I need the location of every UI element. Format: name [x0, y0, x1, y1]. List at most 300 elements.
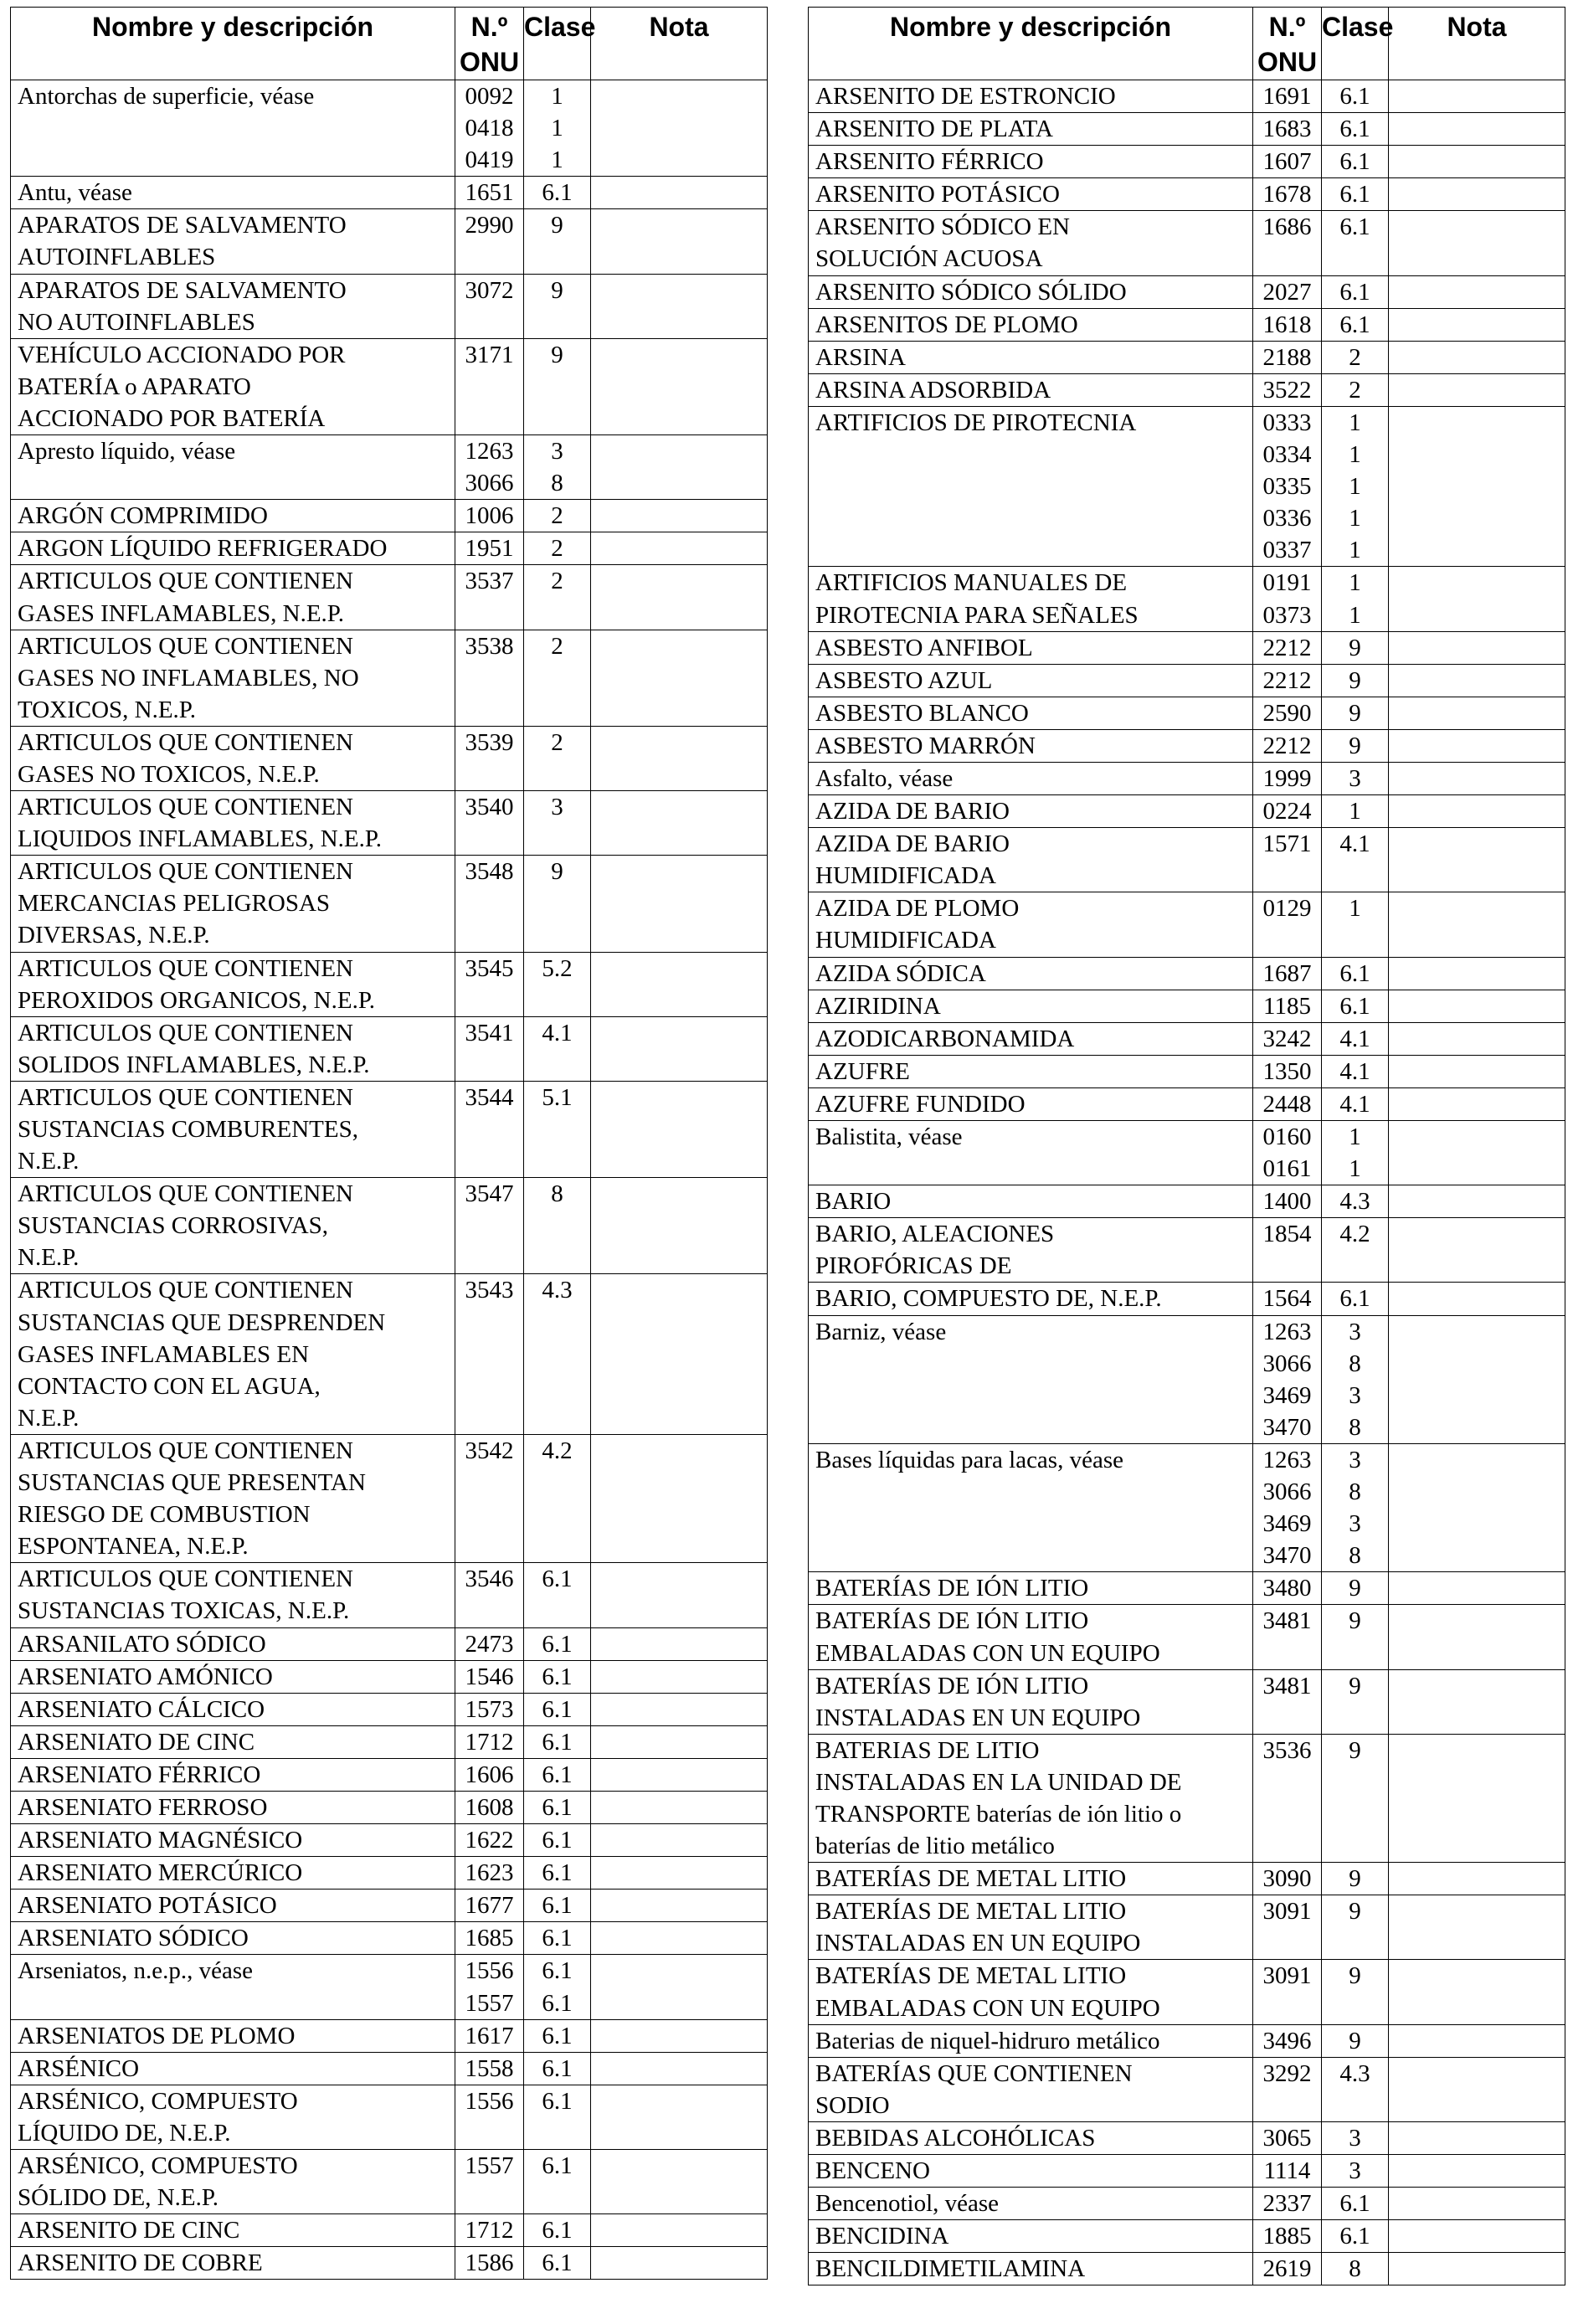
onu-number: 3522: [1262, 376, 1312, 404]
cell-clase: [524, 2247, 591, 2280]
cell-onu: [1253, 341, 1322, 373]
cell-clase: [524, 1824, 591, 1857]
onu-number: 0333: [1262, 409, 1312, 436]
cell-onu: [1253, 631, 1322, 664]
name-line: ARSENITOS DE PLOMO: [815, 311, 1078, 338]
clase-value: 9: [1349, 1865, 1361, 1893]
table-row: [11, 1081, 768, 1177]
name-line: ARSENIATO SÓDICO: [18, 1925, 249, 1952]
table-row: [809, 1315, 1565, 1443]
name-line: baterías de litio metálico: [815, 1833, 1055, 1860]
cell-name: [809, 957, 1253, 990]
header-name: Nombre y descripción: [11, 8, 455, 80]
name-line: HUMIDIFICADA: [815, 927, 996, 954]
cell-onu: [455, 435, 524, 500]
onu-number: 0337: [1262, 537, 1312, 564]
name-line: N.E.P.: [18, 1404, 80, 1432]
onu-number: 0161: [1262, 1155, 1312, 1183]
clase-value: 4.1: [1339, 830, 1370, 858]
cell-name: [11, 630, 455, 726]
name-line: ARGON LÍQUIDO REFRIGERADO: [18, 535, 388, 563]
header-nota: Nota: [591, 8, 768, 80]
cell-clase: [524, 2019, 591, 2052]
clase-value: 1: [1349, 505, 1361, 532]
cell-nota: [591, 1758, 768, 1791]
cell-name: [809, 990, 1253, 1022]
onu-number: 1556: [465, 1957, 514, 1985]
onu-number: 3546: [465, 1566, 514, 1593]
clase-value: 8: [551, 1180, 563, 1208]
cell-name: [809, 406, 1253, 566]
onu-number: 3543: [465, 1277, 514, 1304]
onu-number: 1677: [465, 1892, 514, 1920]
table-row: [11, 500, 768, 532]
name-line: APARATOS DE SALVAMENTO: [18, 212, 347, 239]
clase-value: 1: [1349, 409, 1361, 436]
clase-value: 6.1: [542, 2217, 573, 2244]
clase-value: 9: [1349, 732, 1361, 759]
cell-clase: [1322, 1055, 1389, 1087]
onu-number: 1606: [465, 1761, 514, 1788]
cell-name: [809, 1605, 1253, 1669]
clase-value: 8: [551, 470, 563, 497]
name-line: BATERÍAS DE METAL LITIO: [815, 1865, 1127, 1893]
clase-value: 6.1: [542, 1630, 573, 1658]
cell-nota: [591, 1016, 768, 1081]
header-name: Nombre y descripción: [809, 8, 1253, 80]
cell-name: [11, 80, 455, 177]
table-row: [11, 2247, 768, 2280]
onu-number: 1557: [465, 1989, 514, 2017]
clase-value: 4.2: [1339, 1221, 1370, 1248]
cell-nota: [1389, 2121, 1565, 2154]
onu-number: 3537: [465, 568, 514, 595]
cell-name: [809, 80, 1253, 113]
cell-onu: [455, 1857, 524, 1890]
cell-nota: [1389, 2024, 1565, 2057]
cell-name: [11, 2150, 455, 2214]
cell-nota: [591, 1922, 768, 1955]
name-line: GASES INFLAMABLES, N.E.P.: [18, 599, 344, 627]
cell-onu: [1253, 1315, 1322, 1443]
onu-number: 0336: [1262, 505, 1312, 532]
cell-nota: [591, 1434, 768, 1562]
name-line: HUMIDIFICADA: [815, 862, 996, 890]
cell-onu: [1253, 2253, 1322, 2285]
cell-nota: [591, 1563, 768, 1627]
onu-number: 1564: [1262, 1285, 1312, 1313]
cell-nota: [1389, 1443, 1565, 1571]
cell-clase: [1322, 1572, 1389, 1605]
cell-clase: [1322, 2188, 1389, 2220]
table-row: [809, 178, 1565, 211]
cell-name: [11, 177, 455, 209]
table-row: [809, 2057, 1565, 2121]
name-line: AZIDA DE BARIO: [815, 830, 1010, 858]
cell-nota: [1389, 2253, 1565, 2285]
cell-nota: [591, 435, 768, 500]
clase-value: 4.3: [542, 1277, 573, 1304]
name-line: ARTICULOS QUE CONTIENEN: [18, 1277, 354, 1304]
onu-number: 0335: [1262, 473, 1312, 501]
table-row: [11, 2052, 768, 2085]
name-line: EMBALADAS CON UN EQUIPO: [815, 1639, 1160, 1667]
onu-number: 1556: [465, 2087, 514, 2115]
cell-nota: [591, 630, 768, 726]
table-row: [809, 892, 1565, 957]
clase-value: 3: [1349, 764, 1361, 792]
clase-value: 6.1: [542, 1925, 573, 1952]
cell-onu: [455, 856, 524, 952]
cell-clase: [524, 1016, 591, 1081]
cell-nota: [591, 565, 768, 630]
cell-clase: [1322, 1734, 1389, 1862]
clase-value: 4.1: [542, 1019, 573, 1046]
cell-nota: [591, 2019, 768, 2052]
name-line: SOLUCIÓN ACUOSA: [815, 245, 1043, 273]
clase-value: 1: [1349, 441, 1361, 469]
cell-nota: [591, 274, 768, 338]
name-line: BARIO, COMPUESTO DE, N.E.P.: [815, 1285, 1162, 1313]
cell-name: [11, 1660, 455, 1693]
cell-name: [11, 1857, 455, 1890]
cell-onu: [455, 274, 524, 338]
clase-value: 6.1: [1339, 181, 1370, 208]
table-row: [809, 697, 1565, 729]
cell-clase: [1322, 2121, 1389, 2154]
clase-value: 6.1: [542, 1989, 573, 2017]
clase-value: 1: [1349, 537, 1361, 564]
clase-value: 9: [1349, 1607, 1361, 1635]
cell-onu: [455, 532, 524, 565]
cell-onu: [455, 1081, 524, 1177]
onu-number: 0419: [465, 147, 514, 174]
name-line: ARTICULOS QUE CONTIENEN: [18, 632, 354, 660]
cell-onu: [1253, 1283, 1322, 1315]
onu-number: 3470: [1262, 1413, 1312, 1441]
table-row: [11, 1922, 768, 1955]
onu-number: 1400: [1262, 1188, 1312, 1216]
name-line: ACCIONADO POR BATERÍA: [18, 404, 326, 432]
header-clase: Clase: [524, 8, 591, 80]
name-line: EMBALADAS CON UN EQUIPO: [815, 1994, 1160, 2022]
dangerous-goods-table-right: [808, 7, 1565, 2285]
cell-clase: [1322, 990, 1389, 1022]
cell-clase: [1322, 1218, 1389, 1283]
table-row: [809, 80, 1565, 113]
cell-nota: [591, 1274, 768, 1434]
cell-name: [11, 435, 455, 500]
name-line: Barniz, véase: [815, 1318, 947, 1345]
cell-onu: [455, 1955, 524, 2019]
cell-onu: [455, 565, 524, 630]
cell-name: [11, 1824, 455, 1857]
table-row: [11, 1758, 768, 1791]
cell-onu: [455, 177, 524, 209]
clase-value: 9: [1349, 1736, 1361, 1764]
clase-value: 9: [1349, 699, 1361, 727]
name-line: N.E.P.: [18, 1244, 80, 1272]
cell-onu: [1253, 990, 1322, 1022]
cell-onu: [1253, 2220, 1322, 2253]
table-row: [11, 1725, 768, 1758]
cell-clase: [524, 1627, 591, 1660]
name-line: ARSENITO SÓDICO SÓLIDO: [815, 278, 1127, 306]
clase-value: 8: [1349, 1350, 1361, 1377]
clase-value: 9: [1349, 1672, 1361, 1699]
clase-value: 1: [1349, 1155, 1361, 1183]
cell-clase: [524, 500, 591, 532]
onu-number: 3481: [1262, 1672, 1312, 1699]
cell-onu: [455, 1758, 524, 1791]
cell-name: [809, 1863, 1253, 1895]
name-line: GASES NO TOXICOS, N.E.P.: [18, 760, 320, 788]
cell-name: [11, 726, 455, 790]
cell-nota: [1389, 1283, 1565, 1315]
cell-clase: [524, 177, 591, 209]
table-row: [11, 1857, 768, 1890]
cell-clase: [1322, 2024, 1389, 2057]
clase-value: 6.1: [1339, 1285, 1370, 1313]
onu-number: 2590: [1262, 699, 1312, 727]
name-line: Apresto líquido, véase: [18, 438, 236, 465]
cell-onu: [455, 2214, 524, 2247]
cell-nota: [1389, 1022, 1565, 1055]
cell-onu: [455, 1016, 524, 1081]
cell-clase: [1322, 1895, 1389, 1960]
table-row: [809, 664, 1565, 697]
onu-number: 3541: [465, 1019, 514, 1046]
table-row: [11, 1563, 768, 1627]
cell-onu: [455, 500, 524, 532]
cell-name: [809, 1022, 1253, 1055]
table-row: [809, 729, 1565, 762]
name-line: ARSENIATO POTÁSICO: [18, 1892, 277, 1920]
clase-value: 6.1: [1339, 278, 1370, 306]
onu-number: 1608: [465, 1793, 514, 1821]
name-line: ARSENIATO DE CINC: [18, 1728, 255, 1756]
name-line: ARSENITO POTÁSICO: [815, 181, 1060, 208]
onu-number: 1263: [1262, 1446, 1312, 1473]
cell-clase: [1322, 762, 1389, 794]
cell-nota: [1389, 1218, 1565, 1283]
table-row: [11, 1178, 768, 1274]
cell-name: [11, 952, 455, 1016]
cell-name: [11, 274, 455, 338]
clase-value: 6.1: [1339, 2190, 1370, 2218]
cell-nota: [591, 1627, 768, 1660]
cell-clase: [524, 1563, 591, 1627]
cell-onu: [1253, 729, 1322, 762]
onu-number: 0334: [1262, 441, 1312, 469]
onu-number: 1557: [465, 2152, 514, 2179]
cell-onu: [1253, 275, 1322, 308]
clase-value: 2: [551, 728, 563, 756]
table-row: [11, 2019, 768, 2052]
name-line: INSTALADAS EN LA UNIDAD DE: [815, 1768, 1182, 1796]
onu-number: 1683: [1262, 116, 1312, 143]
cell-clase: [1322, 113, 1389, 146]
cell-name: [809, 1960, 1253, 2024]
onu-number: 1573: [465, 1695, 514, 1723]
cell-name: [11, 1178, 455, 1274]
clase-value: 6.1: [542, 1957, 573, 1985]
cell-name: [11, 1890, 455, 1922]
cell-onu: [1253, 1218, 1322, 1283]
clase-value: 9: [551, 341, 563, 368]
clase-value: 1: [551, 115, 563, 142]
cell-nota: [1389, 729, 1565, 762]
name-line: GASES INFLAMABLES EN: [18, 1340, 310, 1368]
table-row: [11, 1434, 768, 1562]
cell-onu: [455, 1563, 524, 1627]
cell-onu: [1253, 1960, 1322, 2024]
cell-clase: [1322, 2057, 1389, 2121]
table-row: [11, 2085, 768, 2149]
onu-number: 3548: [465, 858, 514, 886]
clase-value: 4.3: [1339, 1188, 1370, 1216]
cell-name: [809, 1087, 1253, 1120]
onu-number: 3091: [1262, 1962, 1312, 1990]
name-line: ARTICULOS QUE CONTIENEN: [18, 568, 354, 595]
cell-name: [809, 113, 1253, 146]
cell-onu: [455, 2052, 524, 2085]
name-line: ARTICULOS QUE CONTIENEN: [18, 794, 354, 821]
name-line: SUSTANCIAS COMBURENTES,: [18, 1116, 358, 1143]
cell-onu: [1253, 146, 1322, 178]
onu-number: 0129: [1262, 895, 1312, 923]
name-line: ARTIFICIOS MANUALES DE: [815, 569, 1128, 597]
table-row: [809, 567, 1565, 631]
onu-number: 1263: [465, 438, 514, 465]
name-line: ARTICULOS QUE CONTIENEN: [18, 1566, 354, 1593]
cell-onu: [455, 726, 524, 790]
cell-name: [11, 532, 455, 565]
cell-name: [809, 211, 1253, 275]
clase-value: 6.1: [542, 179, 573, 207]
cell-name: [11, 2052, 455, 2085]
cell-name: [809, 2057, 1253, 2121]
clase-value: 1: [1349, 473, 1361, 501]
name-line: RIESGO DE COMBUSTION: [18, 1501, 311, 1529]
table-row: [11, 2150, 768, 2214]
cell-name: [11, 1791, 455, 1823]
name-line: SUSTANCIAS TOXICAS, N.E.P.: [18, 1597, 350, 1625]
name-line: ARSENITO FÉRRICO: [815, 148, 1044, 176]
cell-clase: [1322, 80, 1389, 113]
name-line: BENCENO: [815, 2157, 930, 2184]
cell-nota: [1389, 697, 1565, 729]
clase-value: 4.1: [1339, 1090, 1370, 1118]
onu-number: 1546: [465, 1663, 514, 1690]
cell-nota: [1389, 1055, 1565, 1087]
cell-clase: [1322, 373, 1389, 406]
cell-onu: [455, 1693, 524, 1725]
table-row: [809, 1185, 1565, 1218]
cell-name: [809, 1734, 1253, 1862]
clase-value: 6.1: [1339, 311, 1370, 338]
name-line: APARATOS DE SALVAMENTO: [18, 276, 347, 304]
onu-number: 3072: [465, 276, 514, 304]
onu-number: 1712: [465, 2217, 514, 2244]
clase-value: 1: [1349, 1123, 1361, 1150]
cell-name: [809, 308, 1253, 341]
onu-number: 0191: [1262, 569, 1312, 597]
cell-onu: [1253, 1055, 1322, 1087]
cell-nota: [1389, 2220, 1565, 2253]
name-line: BATERÍAS DE IÓN LITIO: [815, 1607, 1089, 1635]
name-line: ARTICULOS QUE CONTIENEN: [18, 858, 354, 886]
onu-number: 1571: [1262, 830, 1312, 858]
table-row: [11, 532, 768, 565]
onu-number: 1607: [1262, 148, 1312, 176]
table-row: [809, 1121, 1565, 1185]
table-row: [809, 2188, 1565, 2220]
clase-value: 6.1: [1339, 959, 1370, 987]
cell-onu: [455, 2019, 524, 2052]
onu-number: 3544: [465, 1083, 514, 1111]
cell-nota: [591, 1791, 768, 1823]
onu-number: 1618: [1262, 311, 1312, 338]
name-line: SÓLIDO DE, N.E.P.: [18, 2184, 219, 2212]
cell-name: [11, 1922, 455, 1955]
onu-number: 2990: [465, 212, 514, 239]
cell-onu: [1253, 1121, 1322, 1185]
clase-value: 4.2: [542, 1437, 573, 1464]
name-line: ARTICULOS QUE CONTIENEN: [18, 954, 354, 982]
cell-clase: [1322, 211, 1389, 275]
onu-number: 0373: [1262, 601, 1312, 629]
clase-value: 3: [1349, 1446, 1361, 1473]
onu-number: 2473: [465, 1630, 514, 1658]
cell-nota: [1389, 1121, 1565, 1185]
onu-number: 3066: [1262, 1350, 1312, 1377]
table-row: [11, 2214, 768, 2247]
header-onu-line: N.º: [470, 12, 508, 42]
onu-number: 1651: [465, 179, 514, 207]
cell-clase: [1322, 1087, 1389, 1120]
onu-number: 3540: [465, 794, 514, 821]
cell-nota: [1389, 341, 1565, 373]
onu-number: 3539: [465, 728, 514, 756]
cell-onu: [1253, 892, 1322, 957]
cell-clase: [1322, 1283, 1389, 1315]
name-line: SUSTANCIAS QUE PRESENTAN: [18, 1469, 366, 1497]
onu-number: 1558: [465, 2054, 514, 2082]
clase-value: 6.1: [542, 2054, 573, 2082]
table-row: [809, 2220, 1565, 2253]
name-line: AZUFRE: [815, 1057, 910, 1085]
name-line: LIQUIDOS INFLAMABLES, N.E.P.: [18, 825, 383, 853]
onu-number: 1951: [465, 535, 514, 563]
cell-name: [809, 664, 1253, 697]
cell-clase: [1322, 795, 1389, 828]
cell-clase: [1322, 341, 1389, 373]
table-row: [809, 2024, 1565, 2057]
table-row: [11, 435, 768, 500]
table-row: [809, 2121, 1565, 2154]
cell-name: [11, 1758, 455, 1791]
name-line: N.E.P.: [18, 1148, 80, 1175]
clase-value: 2: [1349, 376, 1361, 404]
name-line: AZODICARBONAMIDA: [815, 1025, 1075, 1052]
cell-clase: [1322, 308, 1389, 341]
name-line: PIROFÓRICAS DE: [815, 1252, 1012, 1280]
clase-value: 1: [551, 147, 563, 174]
header-onu: [1253, 8, 1322, 80]
cell-clase: [524, 1178, 591, 1274]
cell-clase: [1322, 697, 1389, 729]
